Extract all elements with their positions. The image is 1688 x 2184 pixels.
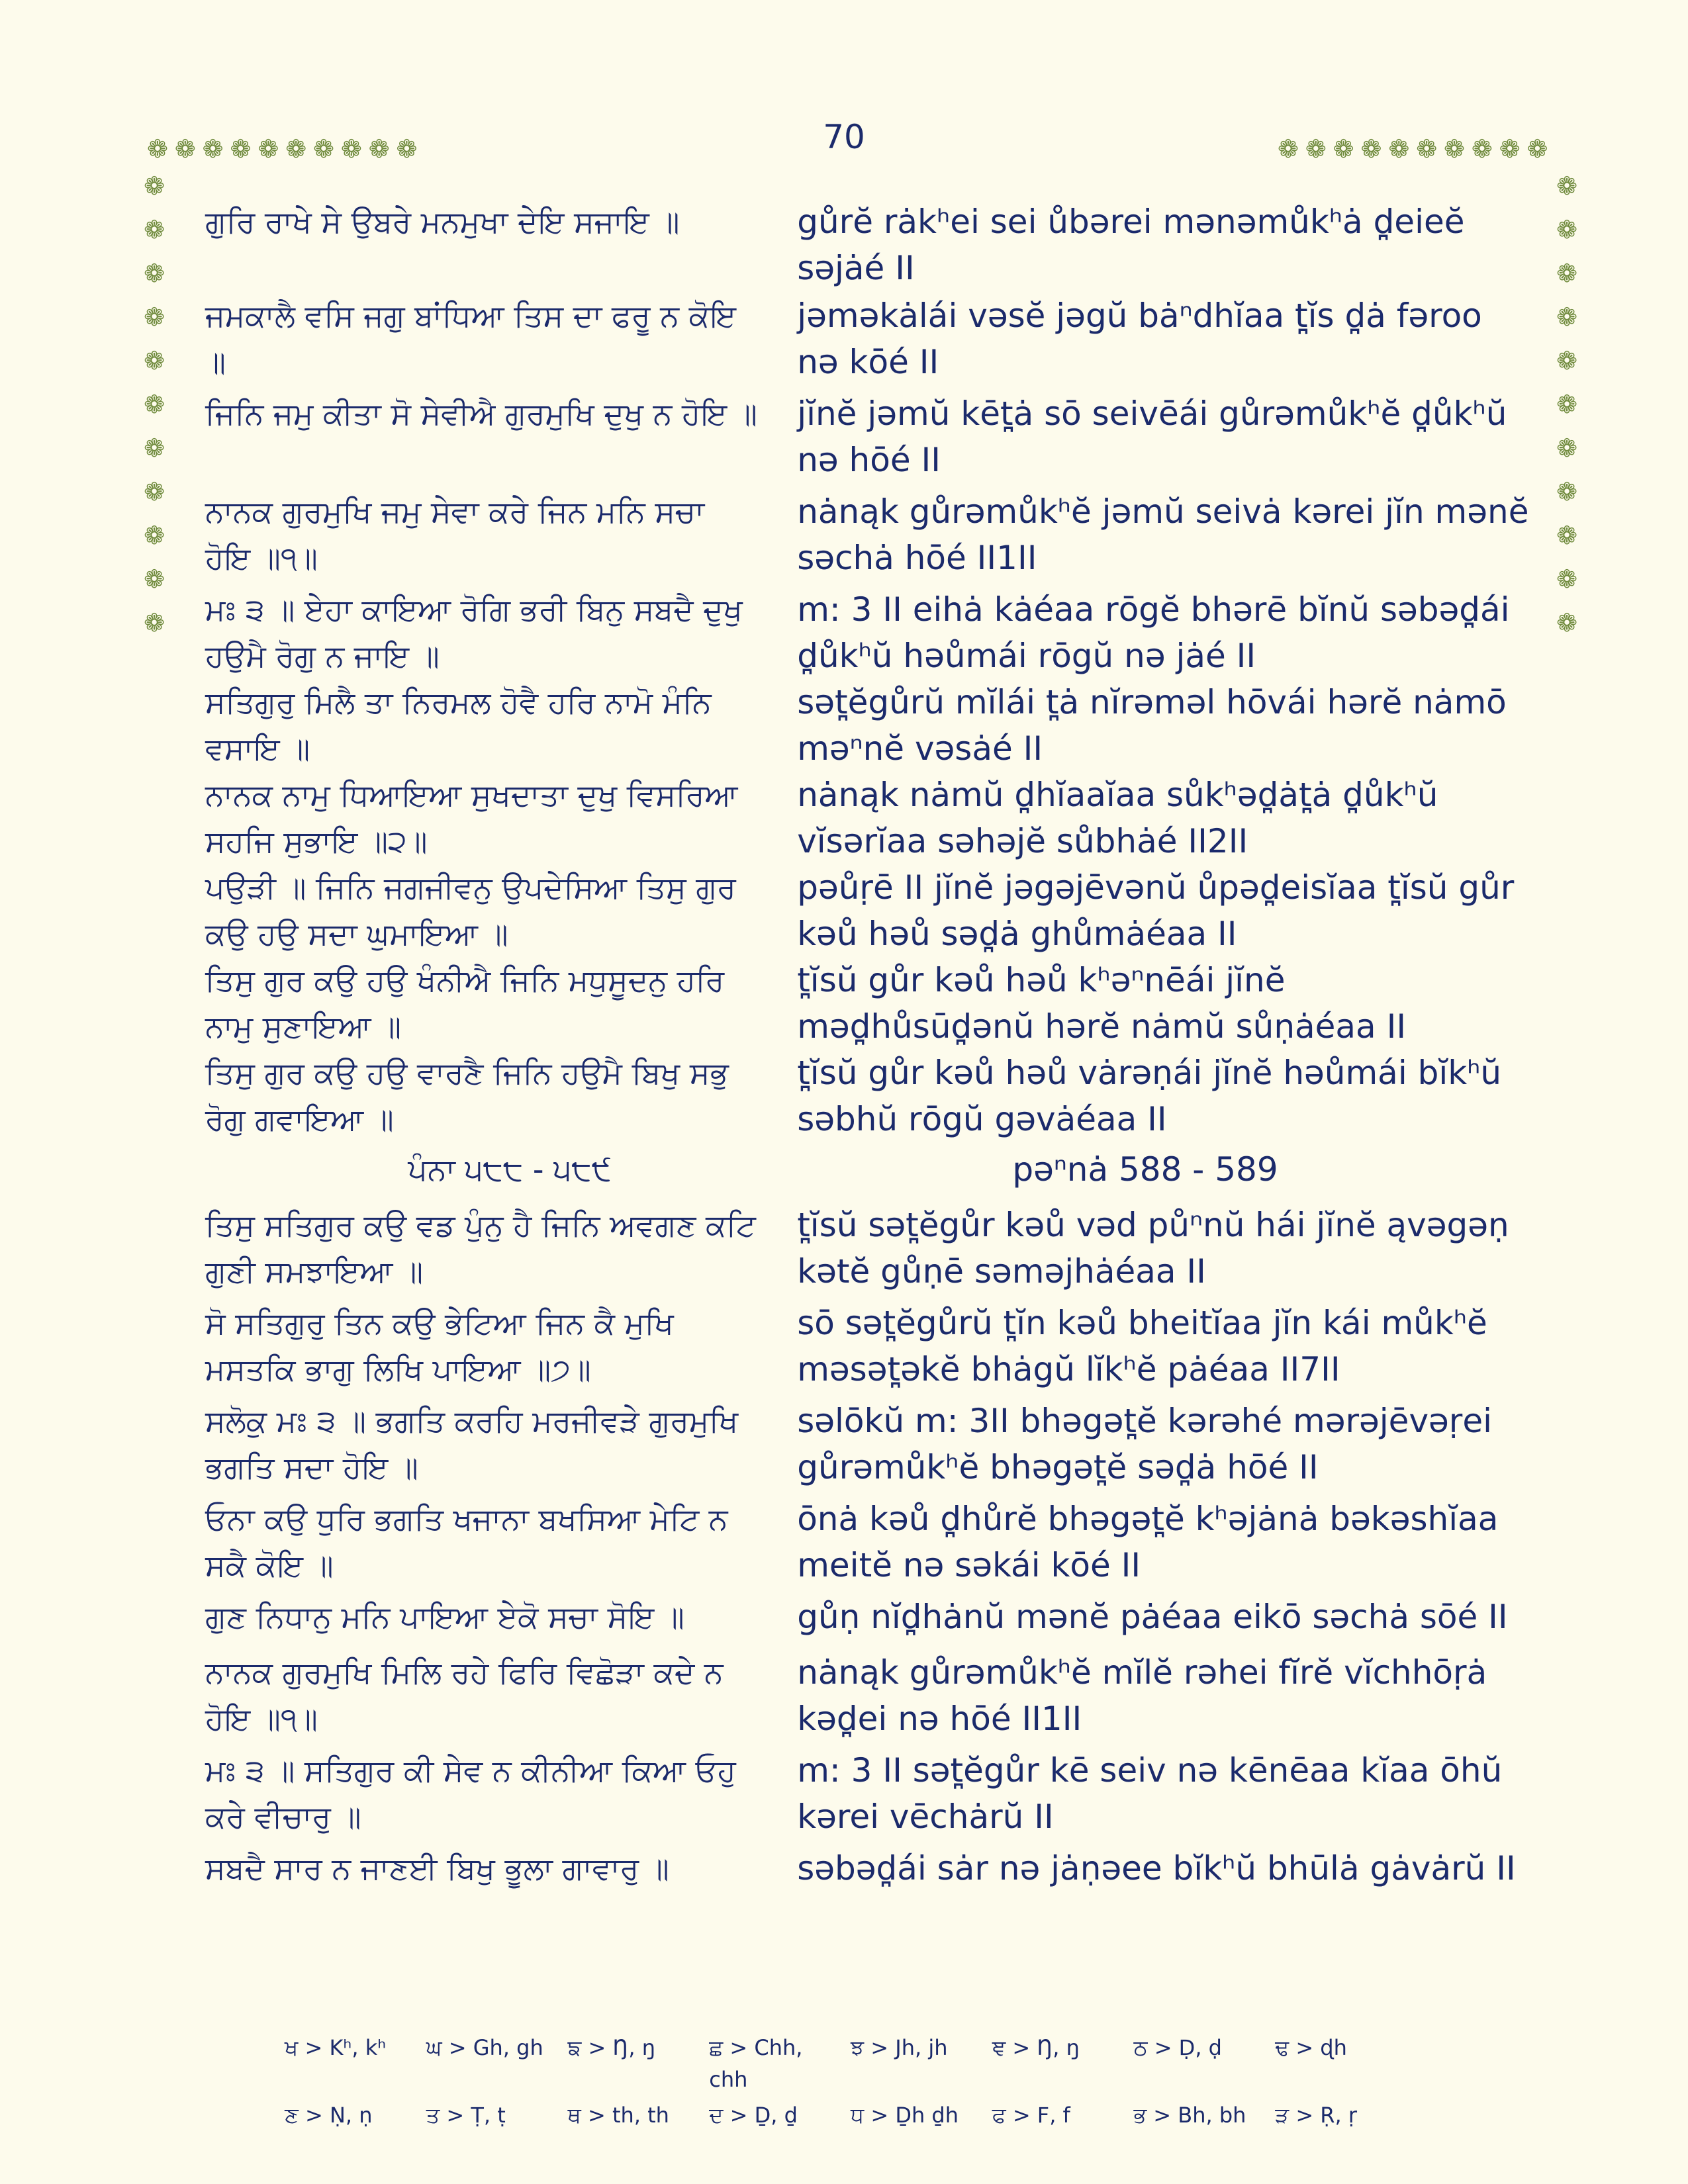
transliteration-line: pəůṛē II jĭnĕ jəgəjēvənŭ ůpəd̪eisĭaa t̪ĭsŭ gůr kəů həů səd̪ȧ ghůmȧéaa II (797, 868, 1515, 953)
legend-item: ਦ > Ḏ, ḏ (709, 2103, 798, 2128)
gurmukhi-line: ਸਬਦੈ ਸਾਰ ਨ ਜਾਣਈ ਬਿਖੁ ਭੂਲਾ ਗਾਵਾਰੁ ॥ (205, 1850, 669, 1886)
gurmukhi-line: ਗੁਰਿ ਰਾਖੇ ਸੇ ਉਬਰੇ ਮਨਮੁਖਾ ਦੇਇ ਸਜਾਇ ॥ (205, 204, 680, 240)
gurmukhi-line: ਪਉੜੀ ॥ ਜਿਨਿ ਜਗਜੀਵਨੁ ਉਪਦੇਸਿਆ ਤਿਸੁ ਗੁਰ ਕਉ ਹਉ ਸਦਾ ਘੁਮਾਇਆ ॥ (205, 870, 736, 952)
transliteration-line: jəməkȧlái vəsĕ jəgŭ bȧⁿdhĭaa t̪ĭs d̪ȧ fəroo nə kōé II (797, 296, 1482, 381)
verse-list (205, 199, 1529, 1891)
border-ornament-top-right: ❁❁❁❁❁❁❁❁❁❁ (1278, 134, 1555, 163)
transliteration-line: nȧnąk gůrəmůkʰĕ jəmŭ seivȧ kərei jĭn mənĕ səchȧ hōé II1II (797, 492, 1529, 577)
verse-row (205, 1202, 1529, 1295)
legend-item: ਙ > Ŋ, ŋ (567, 2035, 655, 2060)
verse-row (205, 772, 1529, 864)
legend-item: ੜ > Ṛ, ṛ (1275, 2103, 1358, 2128)
border-ornament-right: ❁ ❁ ❁ ❁ ❁ ❁ ❁ ❁ ❁ ❁ ❁ (1556, 171, 1577, 637)
verse-row (205, 1050, 1529, 1142)
transliteration-line: sət̪ĕgůrŭ mĭlái t̪ȧ nĭrəməl hōvái hərĕ nȧmō məⁿnĕ vəsȧé II (797, 683, 1507, 768)
gurmukhi-line: ਮਃ ੩ ॥ ਏਹਾ ਕਾਇਆ ਰੋਗਿ ਭਰੀ ਬਿਨੁ ਸਬਦੈ ਦੁਖੁ ਹਉਮੈ ਰੋਗੁ ਨ ਜਾਇ ॥ (205, 592, 743, 674)
transliteration-line: t̪ĭsŭ gůr kəů həů vȧrəṇái jĭnĕ həůmái bĭkʰŭ səbhŭ rōgŭ gəvȧéaa II (797, 1054, 1502, 1138)
legend-item: ਫ > F, f (992, 2103, 1070, 2128)
gurmukhi-line: ਸਲੋਕੁ ਮਃ ੩ ॥ ਭਗਤਿ ਕਰਹਿ ਮਰਜੀਵੜੇ ਗੁਰਮੁਖਿ ਭਗਤਿ ਸਦਾ ਹੋਇ ॥ (205, 1403, 739, 1485)
legend-item: ਛ > Chh, chh (709, 2035, 803, 2092)
legend-item: ਘ > Gh, gh (426, 2035, 543, 2060)
transliteration-line: səlōkŭ m: 3II bhəgət̪ĕ kərəhé mərəjēvəṛei gůrəmůkʰĕ bhəgət̪ĕ səd̪ȧ hōé II (797, 1402, 1493, 1486)
transliteration-legend (285, 2032, 1410, 2131)
gurmukhi-line: ਨਾਨਕ ਗੁਰਮੁਖਿ ਮਿਲਿ ਰਹੇ ਫਿਰਿ ਵਿਛੋੜਾ ਕਦੇ ਨ ਹੋਇ ॥੧॥ (205, 1655, 724, 1737)
legend-item: ਠ > Ḍ, ḍ (1133, 2035, 1222, 2060)
verse-row (205, 679, 1529, 772)
gurmukhi-line: ਨਾਨਕ ਗੁਰਮੁਖਿ ਜਮੁ ਸੇਵਾ ਕਰੇ ਜਿਨ ਮਨਿ ਸਚਾ ਹੋਇ ॥੧॥ (205, 494, 705, 576)
verse-row (205, 488, 1529, 581)
transliteration-line: m: 3 II eihȧ kȧéaa rōgĕ bhərē bĭnŭ səbəd̪ái d̪ůkʰŭ həůmái rōgŭ nə jȧé II (797, 590, 1510, 675)
verse-row (205, 1649, 1529, 1742)
page-number: 70 (823, 118, 865, 156)
verse-row (205, 1594, 1529, 1640)
gurmukhi-line: ਸਤਿਗੁਰੁ ਮਿਲੈ ਤਾ ਨਿਰਮਲ ਹੋਵੈ ਹਰਿ ਨਾਮੋ ਮੰਨਿ ਵਸਾਇ ॥ (205, 684, 712, 766)
gurmukhi-line: ਜਿਨਿ ਜਮੁ ਕੀਤਾ ਸੋ ਸੇਵੀਐ ਗੁਰਮੁਖਿ ਦੁਖੁ ਨ ਹੋਇ ॥ (205, 396, 757, 432)
page-reference-translit: pəⁿnȧ 588 - 589 (1012, 1150, 1278, 1189)
transliteration-line: sō sət̪ĕgůrŭ t̪ĭn kəů bheitĭaa jĭn kái můkʰĕ məsət̪əkĕ bhȧgŭ lĭkʰĕ pȧéaa II7II (797, 1304, 1487, 1388)
verse-row (205, 1747, 1529, 1840)
legend-item: ਖ > Kʰ, kʰ (285, 2035, 387, 2060)
gurmukhi-line: ਮਃ ੩ ॥ ਸਤਿਗੁਰ ਕੀ ਸੇਵ ਨ ਕੀਨੀਆ ਕਿਆ ਓਹੁ ਕਰੇ ਵੀਚਾਰੁ ॥ (205, 1752, 736, 1835)
legend-item: ਝ > Jh, jh (851, 2035, 948, 2060)
transliteration-line: səbəd̪ái sȧr nə jȧṇəee bĭkʰŭ bhūlȧ gȧvȧrŭ II (797, 1849, 1516, 1888)
legend-item: ਞ > Ŋ, ŋ (992, 2035, 1080, 2060)
verse-row (205, 957, 1529, 1050)
gurmukhi-line: ਤਿਸੁ ਗੁਰ ਕਉ ਹਉ ਵਾਰਣੈ ਜਿਨਿ ਹਉਮੈ ਬਿਖੁ ਸਭੁ ਰੋਗੁ ਗਵਾਇਆ ॥ (205, 1055, 729, 1137)
transliteration-line: t̪ĭsŭ sət̪ĕgůr kəů vəd půⁿnŭ hái jĭnĕ ąvəgəṇ kətĕ gůṇē səməjhȧéaa II (797, 1206, 1509, 1291)
verse-row (205, 1398, 1529, 1490)
legend-item: ਥ > th, th (567, 2103, 669, 2128)
gurmukhi-line: ਸੋ ਸਤਿਗੁਰੁ ਤਿਨ ਕਉ ਭੇਟਿਆ ਜਿਨ ਕੈ ਮੁਖਿ ਮਸਤਕਿ ਭਾਗੁ ਲਿਖਿ ਪਾਇਆ ॥੭॥ (205, 1305, 674, 1387)
verse-row (205, 864, 1529, 957)
legend-item: ਤ > Ṭ, ṭ (426, 2103, 506, 2128)
gurmukhi-line: ਨਾਨਕ ਨਾਮੁ ਧਿਆਇਆ ਸੁਖਦਾਤਾ ਦੁਖੁ ਵਿਸਰਿਆ ਸਹਜਿ ਸੁਭਾਇ ॥੨॥ (205, 777, 738, 859)
gurmukhi-line: ਓਨਾ ਕਉ ਧੁਰਿ ਭਗਤਿ ਖਜਾਨਾ ਬਖਸਿਆ ਮੇਟਿ ਨ ਸਕੈ ਕੋਇ ॥ (205, 1501, 728, 1583)
transliteration-line: nȧnąk gůrəmůkʰĕ mĭlĕ rəhei fĭrĕ vĭchhōṛȧ kəd̪ei nə hōé II1II (797, 1653, 1487, 1738)
verse-row (205, 1496, 1529, 1588)
verse-row (205, 293, 1529, 385)
verse-row (205, 199, 1529, 291)
transliteration-line: gůṇ nĭd̪hȧnŭ mənĕ pȧéaa eikō səchȧ sōé II (797, 1598, 1508, 1636)
gurmukhi-line: ਜਮਕਾਲੈ ਵਸਿ ਜਗੁ ਬਾਂਧਿਆ ਤਿਸ ਦਾ ਫਰੂ ਨ ਕੋਇ ॥ (205, 298, 736, 380)
transliteration-line: jĭnĕ jəmŭ kēt̪ȧ sō seivēái gůrəmůkʰĕ d̪ůkʰŭ nə hōé II (797, 394, 1507, 479)
verse-row (205, 586, 1529, 679)
legend-item: ਧ > Ḏh ḏh (851, 2103, 959, 2128)
page-reference-gurmukhi: ਪੰਨਾ ੫੮੮ - ੫੮੯ (408, 1152, 612, 1187)
gurmukhi-line: ਤਿਸੁ ਗੁਰ ਕਉ ਹਉ ਖੰਨੀਐ ਜਿਨਿ ਮਧੁਸੂਦਨੁ ਹਰਿ ਨਾਮੁ ਸੁਣਾਇਆ ॥ (205, 962, 725, 1044)
page-reference (205, 1146, 1529, 1193)
transliteration-line: gůrĕ rȧkʰei sei ůbərei mənəmůkʰȧ d̪eieĕ səjȧé II (797, 203, 1465, 287)
legend-item: ਢ > ɖh (1275, 2035, 1347, 2060)
verse-row (205, 1845, 1529, 1891)
gurmukhi-line: ਗੁਣ ਨਿਧਾਨੁ ਮਨਿ ਪਾਇਆ ਏਕੋ ਸਚਾ ਸੋਇ ॥ (205, 1599, 684, 1635)
gurmukhi-line: ਤਿਸੁ ਸਤਿਗੁਰ ਕਉ ਵਡ ਪੁੰਨੁ ਹੈ ਜਿਨਿ ਅਵਗਣ ਕਟਿ ਗੁਣੀ ਸਮਝਾਇਆ ॥ (205, 1207, 756, 1289)
transliteration-line: nȧnąk nȧmŭ d̪hĭaaĭaa sůkʰəd̪ȧt̪ȧ d̪ůkʰŭ vĭsərĭaa səhəjĕ sůbhȧé II2II (797, 776, 1438, 860)
transliteration-line: ōnȧ kəů d̪hůrĕ bhəgət̪ĕ kʰəjȧnȧ bəkəshĭaa meitĕ nə səkái kōé II (797, 1500, 1499, 1584)
verse-row (205, 1300, 1529, 1392)
verse-row (205, 390, 1529, 483)
transliteration-line: m: 3 II sət̪ĕgůr kē seiv nə kēnēaa kĭaa ōhŭ kərei vēchȧrŭ II (797, 1751, 1503, 1836)
border-ornament-left: ❁ ❁ ❁ ❁ ❁ ❁ ❁ ❁ ❁ ❁ ❁ (144, 171, 165, 637)
legend-item: ਭ > Bh, bh (1133, 2103, 1246, 2128)
border-ornament-top-left: ❁❁❁❁❁❁❁❁❁❁ (147, 134, 424, 163)
transliteration-line: t̪ĭsŭ gůr kəů həů kʰəⁿnēái jĭnĕ məd̪hůsūd̪ənŭ hərĕ nȧmŭ sůṇȧéaa II (797, 961, 1407, 1046)
legend-item: ਣ > Ṇ, ṇ (285, 2103, 373, 2128)
